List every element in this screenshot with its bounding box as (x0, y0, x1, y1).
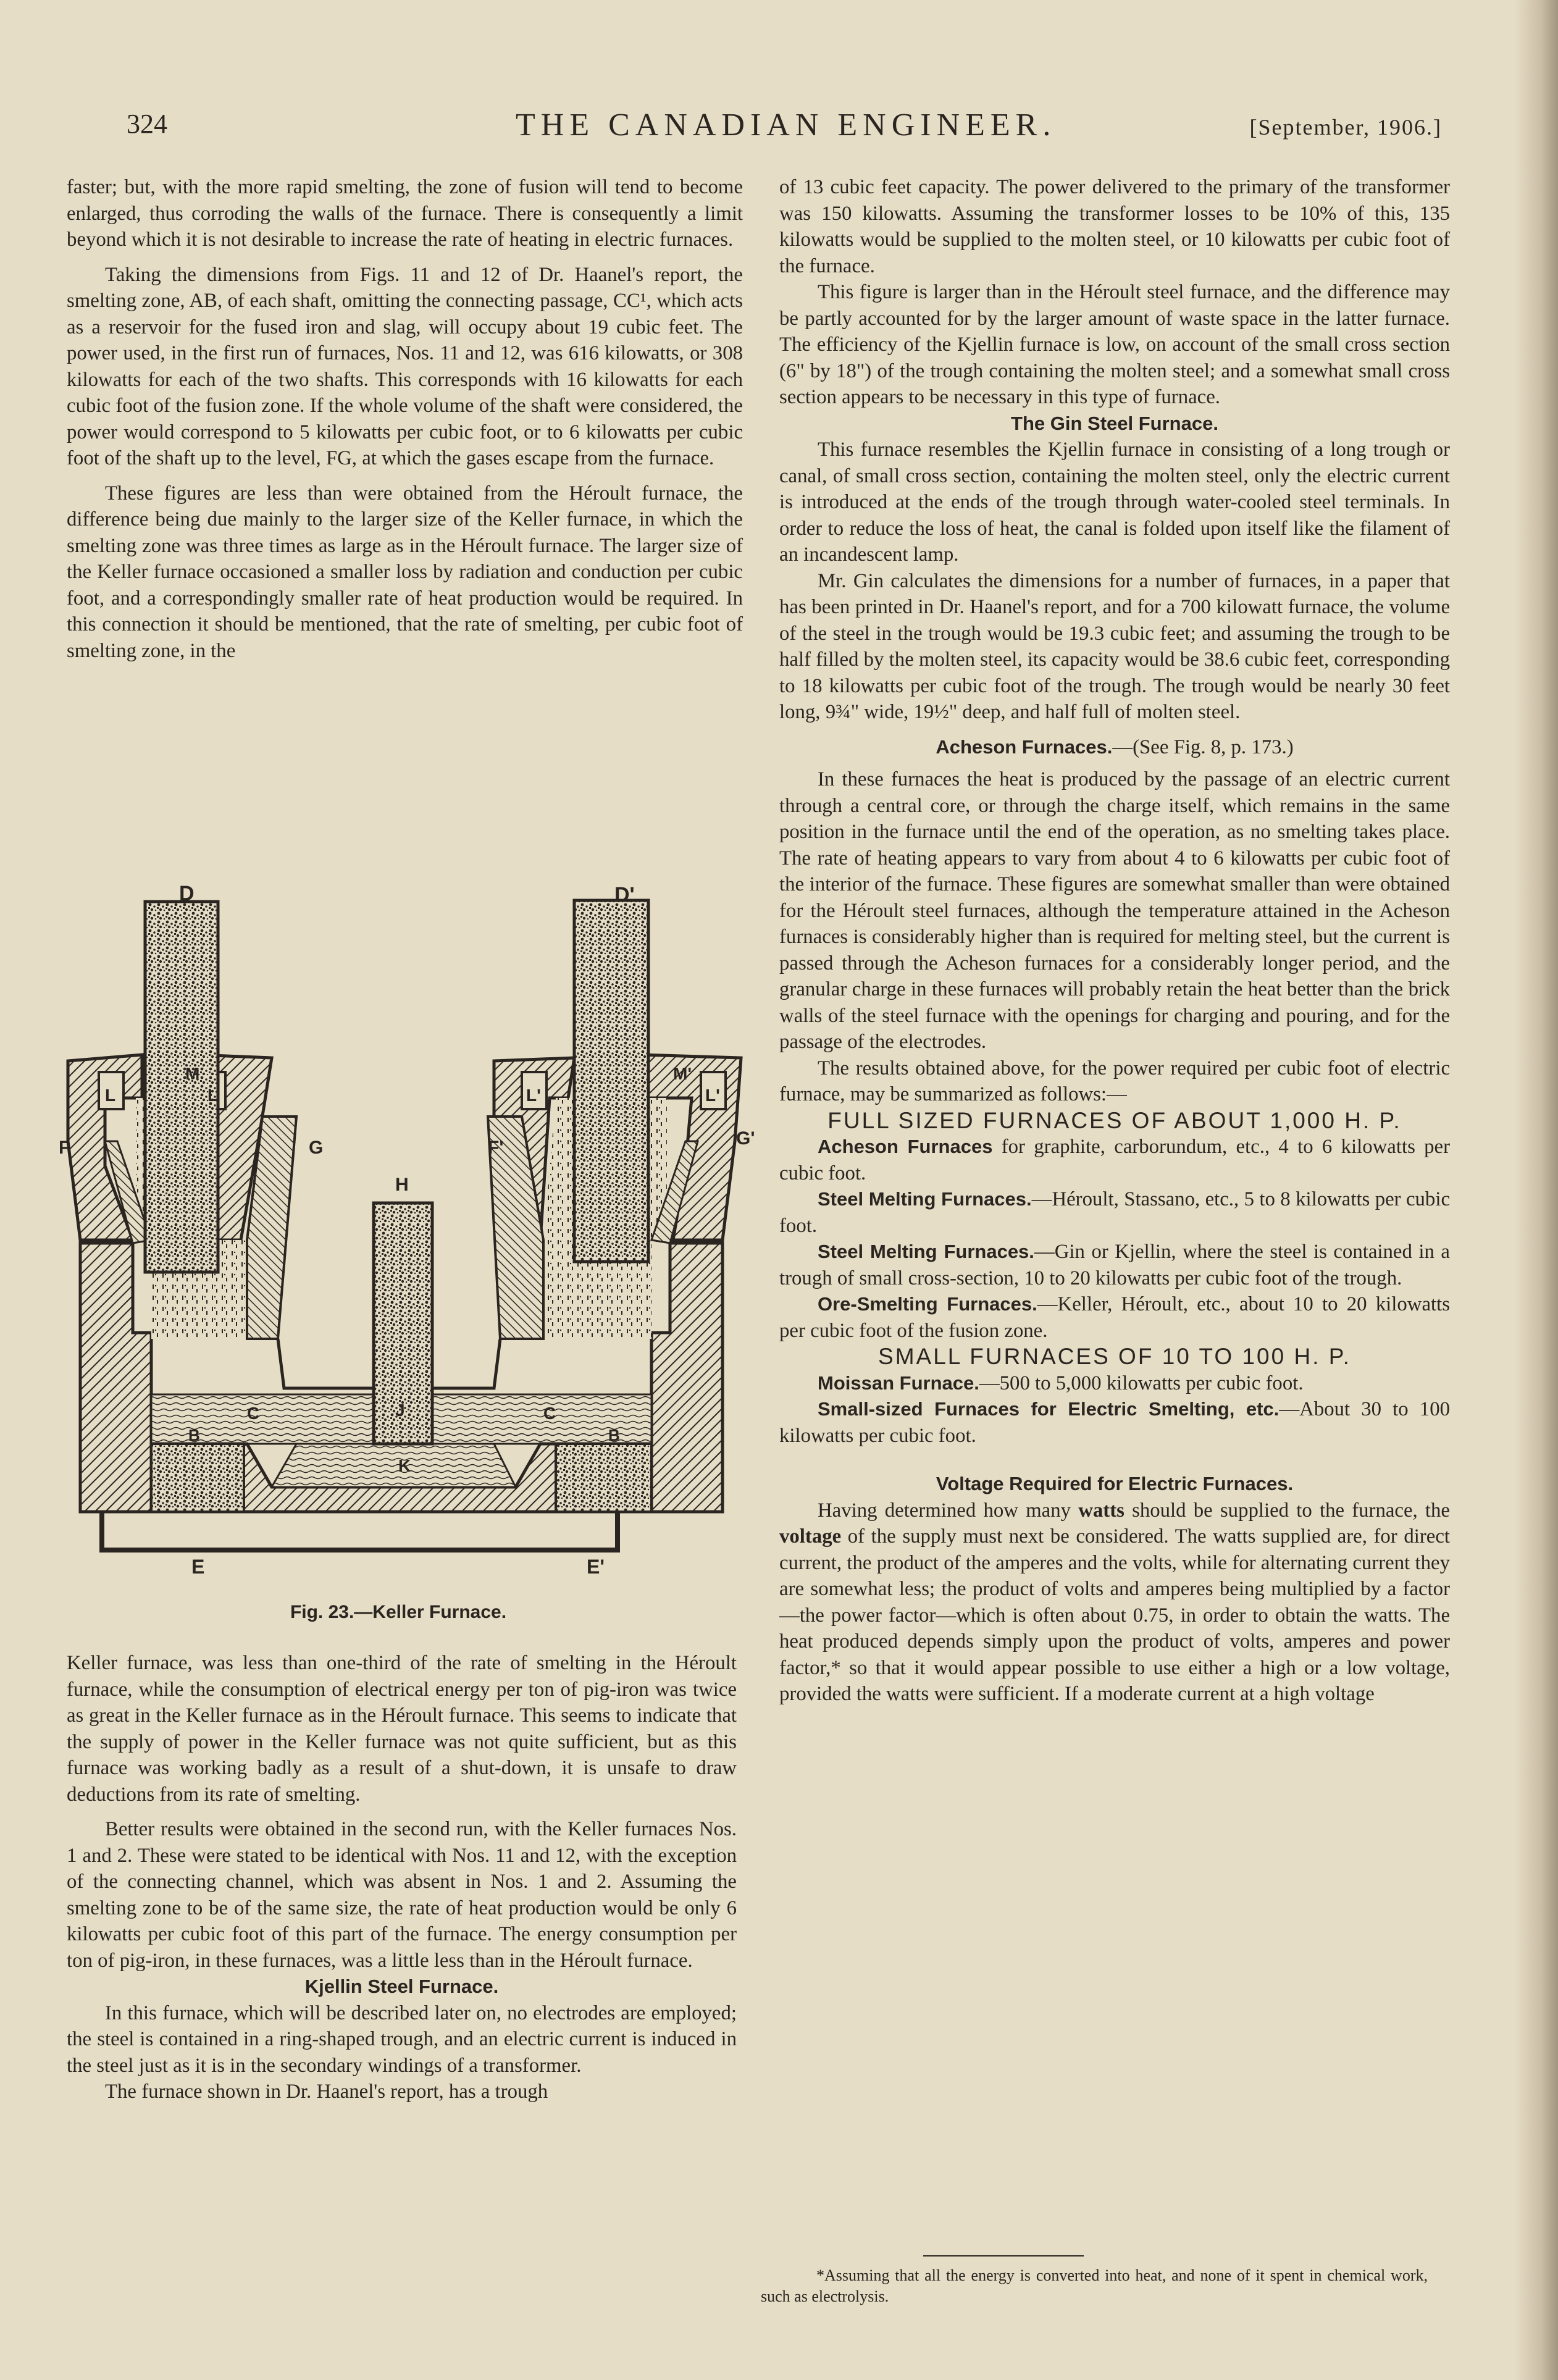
label-j: J (395, 1401, 405, 1420)
paragraph: The results obtained above, for the power required per cubic foot of electric furnace, may be summarized as follows:— (779, 1057, 1450, 1105)
left-column-bottom (67, 1650, 737, 2105)
paragraph: Mr. Gin calculates the dimensions for a number of furnaces, in a paper that has been printed in Dr. Haanel's report, and for a 700 kilowatt furnace, the volume of the steel in the trough would be 19.3 cubic feet; and assuming the trough to be half filled by the molten steel, its capacity would be 38.6 cubic feet, corresponding to 18 kilowatts per cubic foot of the trough. The trough would be nearly 30 feet long, 9¾" wide, 19½" deep, and half full of molten steel. (779, 569, 1450, 723)
heading-small-furnaces: SMALL FURNACES OF 10 TO 100 H. P. (878, 1344, 1351, 1369)
label-k: K (398, 1456, 411, 1475)
paragraph: These figures are less than were obtained from the Héroult furnace, the difference being due mainly to the larger size of the Keller furnace, in which the smelting zone was three times as large as in the Héroult furnace. The larger size of the Keller furnace occasioned a smaller loss by radiation and conduction per cubic foot, and a correspondingly smaller rate of heat production would be required. In this connection it should be mentioned, that the rate of smelting, per cubic foot of smelting zone, in the (67, 482, 743, 662)
paragraph: of 13 cubic feet capacity. The power delivered to the primary of the transformer was 150 kilowatts. Assuming the transformer losses to be 10% of this, 135 kilowatts would be supplied to the molten steel, or 10 kilowatts per cubic foot of the furnace. (779, 176, 1450, 277)
paragraph (779, 1498, 1450, 1707)
summary-item (779, 1239, 1450, 1291)
summary-item (779, 1370, 1450, 1397)
acheson-heading-line (779, 734, 1450, 761)
label-d: D (179, 882, 195, 905)
label-l-prime-2: L' (705, 1086, 720, 1105)
summary-item-lead: Moissan Furnace. (818, 1372, 979, 1394)
text-run: Having determined how many (818, 1499, 1079, 1522)
section-heading-acheson: Acheson Furnaces. (936, 735, 1113, 758)
section-heading-gin: The Gin Steel Furnace. (1011, 412, 1218, 434)
label-h: H (395, 1175, 409, 1195)
label-e: E (191, 1556, 205, 1578)
section-heading-voltage: Voltage Required for Electric Furnaces. (936, 1473, 1294, 1494)
left-column-top (67, 174, 743, 664)
label-c: C (247, 1404, 260, 1423)
summary-item-text: —500 to 5,000 kilowatts per cubic foot. (979, 1372, 1304, 1394)
paragraph: This figure is larger than in the Héroult steel furnace, and the difference may be partly accounted for by the larger amount of waste space in the latter furnace. The efficiency of the Kjellin furnace is low, on account of the small cross section (6" by 18") of the trough containing the molten steel; and a somewhat small cross section appears to be necessary in this type of furnace. (779, 281, 1450, 408)
summary-item-lead: Steel Melting Furnaces. (818, 1241, 1034, 1262)
label-m-prime: M' (673, 1064, 692, 1083)
label-b: B (188, 1426, 200, 1444)
summary-item-text: —Héroult, Stassano, etc., 5 to 8 kilowatts per cubic foot. (779, 1188, 1450, 1237)
label-f-prime: F' (488, 1138, 504, 1158)
text-run-bold: watts (1078, 1499, 1125, 1522)
text-run: of the supply must next be considered. The watts supplied are, for direct current, the product of the amperes and the volts, while for alternating current they are somewhat less; the product of volts and amperes being multiplied by a factor—the power factor—which is often about 0.75, in order to obtain the watts. The heat produced depends simply upon the product of volts, amperes and power factor,* so that it would appear possible to use either a high or a low voltage, provided the watts were sufficient. If a moderate current at a high voltage (779, 1525, 1450, 1705)
label-m: M (185, 1064, 200, 1083)
label-b-2: B (608, 1426, 620, 1444)
section-heading-kjellin: Kjellin Steel Furnace. (304, 1976, 499, 1997)
label-f: F (59, 1138, 70, 1158)
paragraph: This furnace resembles the Kjellin furnace in consisting of a long trough or canal, of small cross section, containing the molten steel, only the electric current is introduced at the ends of the trough through water-cooled steel terminals. In order to reduce the loss of heat, the canal is folded upon itself like the filament of an incandescent lamp. (779, 438, 1450, 566)
paragraph: Keller furnace, was less than one-third of the rate of smelting in the Héroult furnace, while the consumption of electrical energy per ton of pig-iron was twice as great in the Keller furnace as in the Héroult furnace. This seems to indicate that the supply of power in the Keller furnace was not quite sufficient, but as this furnace was working badly as a result of a shut-down, it is unsafe to draw deductions from its rate of smelting. (67, 1652, 737, 1806)
keller-furnace-figure (59, 882, 766, 1635)
text-run: should be supplied to the furnace, the (1124, 1499, 1450, 1522)
page-binding-shadow (1515, 0, 1558, 2380)
summary-item-lead: Small-sized Furnaces for Electric Smelting, etc. (818, 1398, 1279, 1420)
paragraph: faster; but, with the more rapid smelting, the zone of fusion will tend to become enlarged, thus corroding the walls of the furnace. There is consequently a limit beyond which it is not desirable to increase the rate of heating in electric furnaces. (67, 176, 743, 251)
label-e-prime: E' (587, 1556, 605, 1578)
paragraph: In these furnaces the heat is produced by the passage of an electric current through a central core, or through the charge itself, which remains in the same position in the furnace until the end of the operation, as no smelting takes place. The rate of heating appears to vary from about 4 to 6 kilowatts per cubic foot of the interior of the furnace. These figures are somewhat smaller than were obtained for the Héroult steel furnaces, although the temperature attained in the Acheson furnaces is considerably higher than is required for melting steel, but the current is passed through the Acheson furnaces for a considerably longer period, and the granular charge in these furnaces will probably retain the heat better than the brick walls of the steel furnace with the openings for charging and pouring, and for the passage of the electrodes. (779, 768, 1450, 1053)
label-g-prime: G' (736, 1128, 755, 1149)
paragraph: Taking the dimensions from Figs. 11 and 12 of Dr. Haanel's report, the smelting zone, AB, of each shaft, omitting the connecting passage, CC¹, which acts as a reservoir for the fused iron and slag, will occupy about 19 cubic feet. The power used, in the first run of furnaces, Nos. 11 and 12, was 616 kilowatts, or 308 kilowatts for each of the two shafts. This corresponds with 16 kilowatts for each cubic foot of the fusion zone. If the whole volume of the shaft were considered, the power would correspond to 5 kilowatts per cubic foot, or to 6 kilowatts per cubic foot of the shaft up to the level, FG, at which the gases escape from the furnace. (67, 263, 743, 469)
summary-item (779, 1291, 1450, 1344)
summary-item (779, 1134, 1450, 1186)
page-number: 324 (127, 109, 167, 139)
paragraph: In this furnace, which will be described later on, no electrodes are employed; the steel is contained in a ring-shaped trough, and an electric current is induced in the steel just as it is in the secondary windings of a transformer. (67, 2001, 737, 2077)
label-d-prime: D' (614, 883, 635, 907)
label-g: G (309, 1138, 324, 1158)
summary-item-lead: Steel Melting Furnaces. (818, 1188, 1032, 1210)
figure-caption: Fig. 23.—Keller Furnace. (290, 1602, 507, 1622)
summary-item-text: —Keller, Héroult, etc., about 10 to 20 kilowatts per cubic foot of the fusion zone. (779, 1293, 1450, 1342)
issue-date: [September, 1906.] (1249, 115, 1442, 140)
journal-title: THE CANADIAN ENGINEER. (516, 107, 1057, 143)
text-run-bold: voltage (779, 1525, 842, 1548)
summary-item (779, 1396, 1450, 1449)
keller-furnace-diagram (59, 882, 766, 1635)
paragraph: The furnace shown in Dr. Haanel's report, has a trough (105, 2080, 548, 2103)
summary-item-lead: Acheson Furnaces (818, 1136, 993, 1157)
right-column (779, 174, 1450, 1707)
summary-item-text: for graphite, carborundum, etc., 4 to 6 kilowatts per cubic foot. (779, 1136, 1450, 1184)
summary-item-text: —About 30 to 100 kilowatts per cubic foot. (779, 1398, 1450, 1447)
footnote: *Assuming that all the energy is converted into heat, and none of it spent in chemical work, such as electrolysis. (761, 2266, 1428, 2305)
label-c-2: C (543, 1404, 556, 1423)
label-l-prime: L' (526, 1086, 541, 1105)
summary-item-text: —Gin or Kjellin, where the steel is contained in a trough of small cross-section, 10 to 20 kilowatts per cubic foot of the trough. (779, 1241, 1450, 1289)
label-l-2: L (207, 1086, 219, 1105)
page-header (127, 108, 1442, 151)
summary-item-lead: Ore-Smelting Furnaces. (818, 1293, 1037, 1315)
label-l: L (105, 1086, 116, 1105)
heading-full-sized-furnaces: FULL SIZED FURNACES OF ABOUT 1,000 H. P. (827, 1107, 1402, 1133)
footnote-rule (923, 2255, 1084, 2256)
paragraph: Better results were obtained in the second run, with the Keller furnaces Nos. 1 and 2. These were stated to be identical with Nos. 11 and 12, with the exception of the connecting channel, which was absent in Nos. 1 and 2. Assuming the smelting zone to be of the same size, the rate of heat production would be only 6 kilowatts per cubic foot of this part of the furnace. The energy consumption per ton of pig-iron, in these furnaces, was a little less than in the Héroult furnace. (67, 1818, 737, 1972)
acheson-reference: —(See Fig. 8, p. 173.) (1112, 735, 1294, 758)
summary-item (779, 1186, 1450, 1239)
